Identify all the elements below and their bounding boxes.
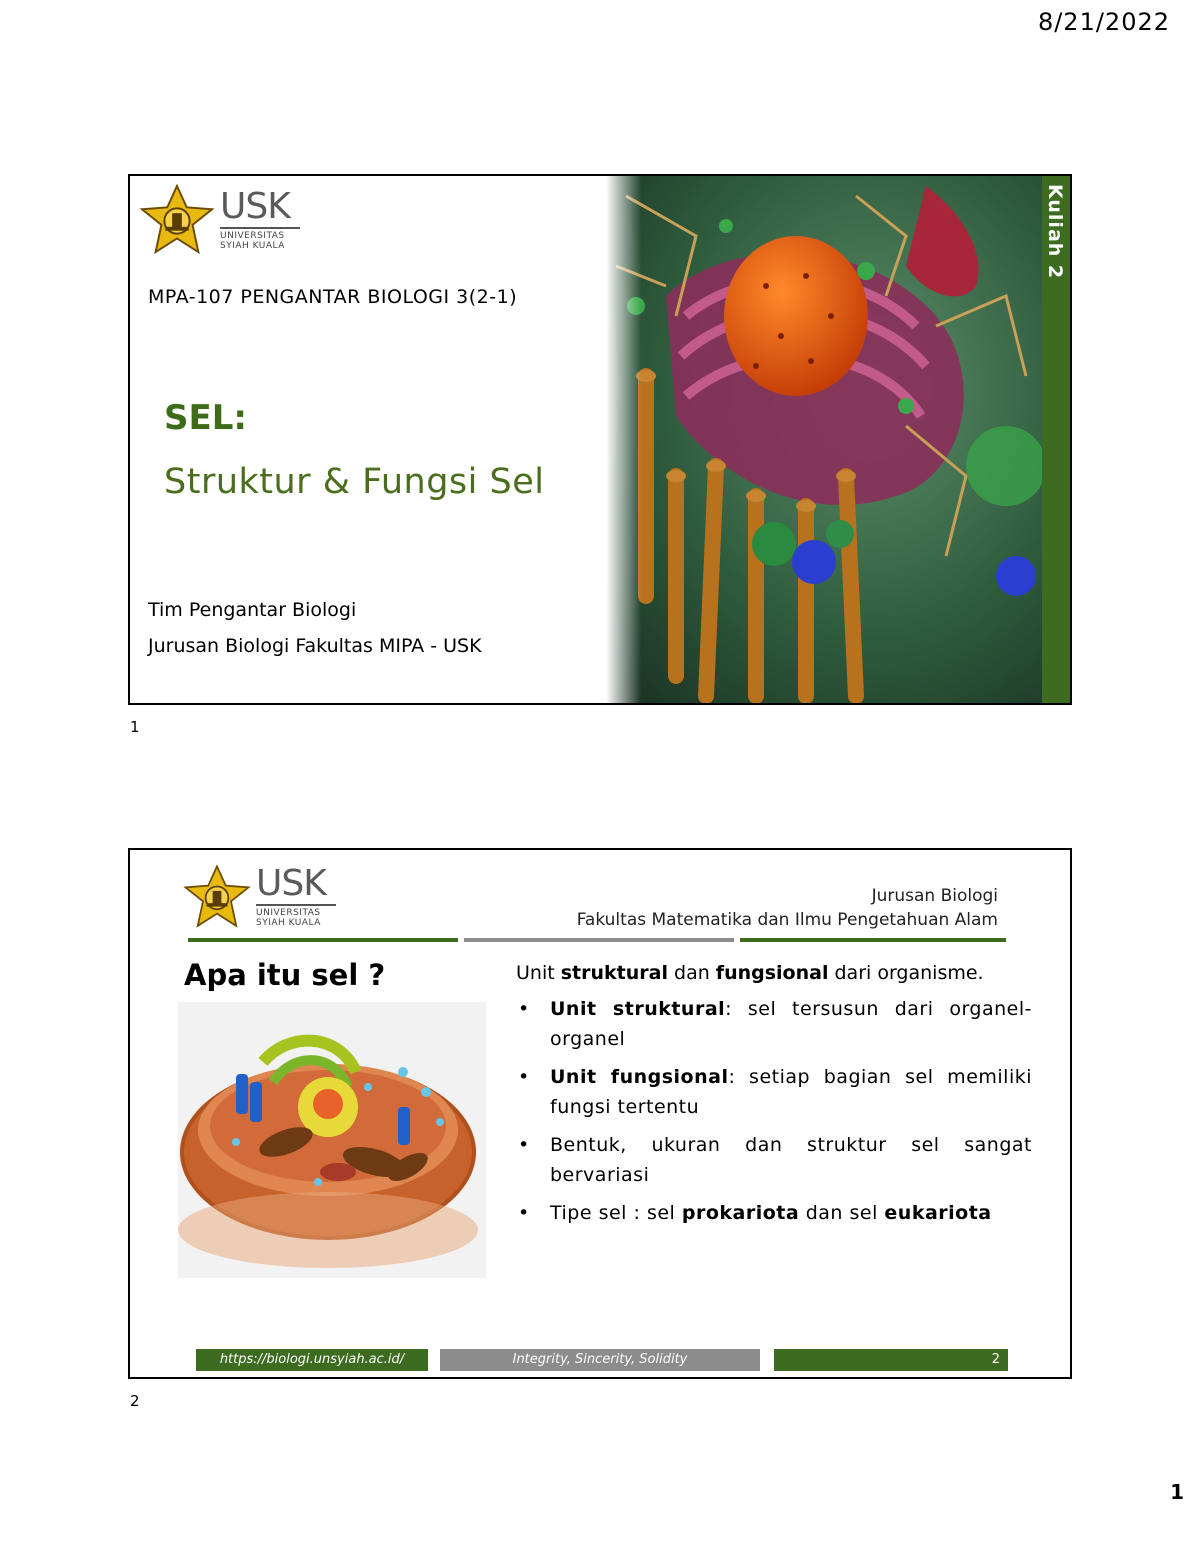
footer-motto: Integrity, Sincerity, Solidity xyxy=(440,1349,760,1371)
usk-logo xyxy=(182,864,336,930)
logo-sub2: SYIAH KUALA xyxy=(220,241,285,251)
footer-url[interactable]: https://biologi.unsyiah.ac.id/ xyxy=(196,1349,428,1371)
logo-sub2: SYIAH KUALA xyxy=(256,918,321,928)
footer-page-number: 2 xyxy=(774,1349,1008,1371)
lecture-side-bar xyxy=(1042,176,1070,705)
animal-cell-illustration xyxy=(178,1002,486,1278)
header-rule-gray xyxy=(464,938,734,942)
list-item: • Unit struktural: sel tersusun dari organel-organel xyxy=(550,994,1032,1054)
logo-title: USK xyxy=(220,186,290,227)
slide-1 xyxy=(128,174,1072,705)
page-date: 8/21/2022 xyxy=(1037,8,1170,36)
slide-content xyxy=(516,958,1032,1236)
usk-emblem-icon xyxy=(182,864,252,930)
slide-title: SEL: xyxy=(164,398,247,438)
cell-organelle-illustration xyxy=(606,176,1046,705)
team-info xyxy=(148,592,482,664)
page-number: 1 xyxy=(1170,1480,1184,1504)
logo-title: USK xyxy=(256,863,326,904)
lecture-label: Kuliah 2 xyxy=(1044,184,1066,280)
faculty-name: Fakultas Matematika dan Ilmu Pengetahuan Alam xyxy=(576,910,998,930)
bullet-list xyxy=(516,994,1032,1228)
list-item: • Tipe sel : sel prokariota dan sel eukariota xyxy=(550,1198,1032,1228)
team-name: Tim Pengantar Biologi xyxy=(148,599,357,621)
header-rule-green xyxy=(188,938,458,942)
list-item: • Unit fungsional: setiap bagian sel memiliki fungsi tertentu xyxy=(550,1062,1032,1122)
slide-2 xyxy=(128,848,1072,1379)
logo-sub1: UNIVERSITAS xyxy=(220,231,285,241)
team-department: Jurusan Biologi Fakultas MIPA - USK xyxy=(148,635,482,657)
department-header xyxy=(577,884,998,932)
header-rule-green-2 xyxy=(740,938,1006,942)
department-name: Jurusan Biologi xyxy=(871,886,998,906)
usk-logo xyxy=(138,184,300,256)
list-item: • Bentuk, ukuran dan struktur sel sangat bervariasi xyxy=(550,1130,1032,1190)
logo-sub1: UNIVERSITAS xyxy=(256,908,321,918)
course-code: MPA-107 PENGANTAR BIOLOGI 3(2-1) xyxy=(148,286,518,308)
slide-heading: Apa itu sel ? xyxy=(184,958,386,992)
slide-2-number: 2 xyxy=(130,1392,140,1410)
slide-subtitle: Struktur & Fungsi Sel xyxy=(164,462,545,502)
intro-text: Unit struktural dan fungsional dari organisme. xyxy=(516,962,984,984)
usk-emblem-icon xyxy=(138,184,216,256)
slide-1-number: 1 xyxy=(130,718,140,736)
